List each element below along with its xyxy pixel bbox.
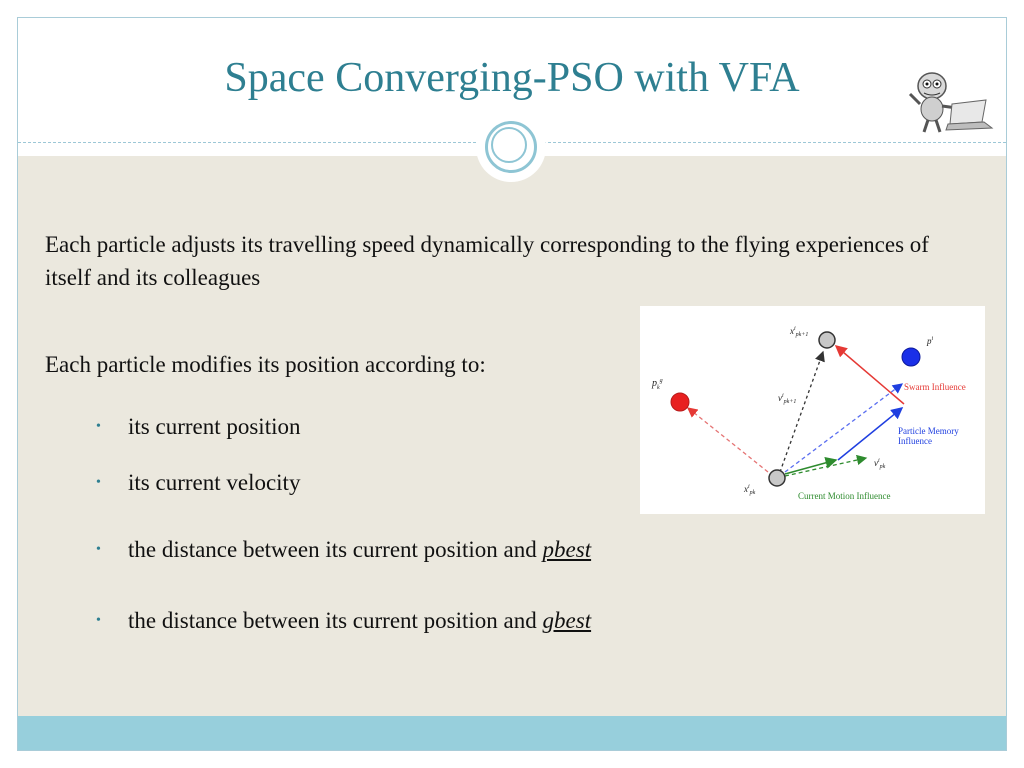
diagram-svg <box>640 306 985 514</box>
gbest-term: gbest <box>542 608 592 633</box>
paragraph-particle-speed: Each particle adjusts its travelling speed dynamically corresponding to the flying experiences of itself and its colleagues <box>45 232 929 290</box>
bullet-marker: • <box>96 475 101 490</box>
pbest-direction-arrow <box>688 408 768 472</box>
velocity-symbol: $v^i_{pk}$ <box>874 458 886 470</box>
gbest-symbol: $p^i$ <box>927 336 934 346</box>
pbest-particle <box>671 393 689 411</box>
bullet-marker: • <box>96 419 101 434</box>
bullet-text <box>128 535 591 565</box>
robot-with-laptop-icon <box>902 64 996 136</box>
velocity-direction-arrow <box>785 458 866 476</box>
bullet-marker: • <box>96 613 101 628</box>
memory-influence-label-2: Influence <box>898 436 932 446</box>
memory-influence-label: Particle Memory <box>898 426 959 436</box>
current-particle <box>769 470 785 486</box>
bullet-text <box>128 606 591 636</box>
bullet-text: its current velocity <box>128 470 301 495</box>
bullet-text-main: the distance between its current position and <box>128 608 543 633</box>
resultant-velocity-arrow <box>780 352 823 472</box>
memory-influence-arrow <box>838 408 902 460</box>
bullet-marker: • <box>96 542 101 557</box>
ring-ornament-inner <box>491 127 527 163</box>
paragraph-position-update: Each particle modifies its position according to: <box>45 352 486 377</box>
next-velocity-symbol: $v^i_{pk+1}$ <box>778 393 797 405</box>
next-position-symbol: $x^i_{pk+1}$ <box>790 326 809 338</box>
slide-title: Space Converging-PSO with VFA <box>224 55 800 101</box>
bullet-text-main: the distance between its current position and <box>128 537 543 562</box>
current-position-symbol: $x^i_{pk}$ <box>744 484 756 496</box>
gbest-direction-arrow <box>785 384 902 472</box>
pbest-term: pbest <box>542 537 592 562</box>
next-position-particle <box>819 332 835 348</box>
swarm-influence-label: Swarm Influence <box>904 382 966 392</box>
swarm-influence-arrow <box>836 346 904 404</box>
current-motion-label: Current Motion Influence <box>798 491 891 501</box>
pbest-symbol: $p_k^g$ <box>652 378 663 391</box>
footer-band <box>18 716 1006 750</box>
bullet-text: its current position <box>128 414 301 439</box>
gbest-particle <box>902 348 920 366</box>
velocity-vector-diagram <box>640 306 985 514</box>
